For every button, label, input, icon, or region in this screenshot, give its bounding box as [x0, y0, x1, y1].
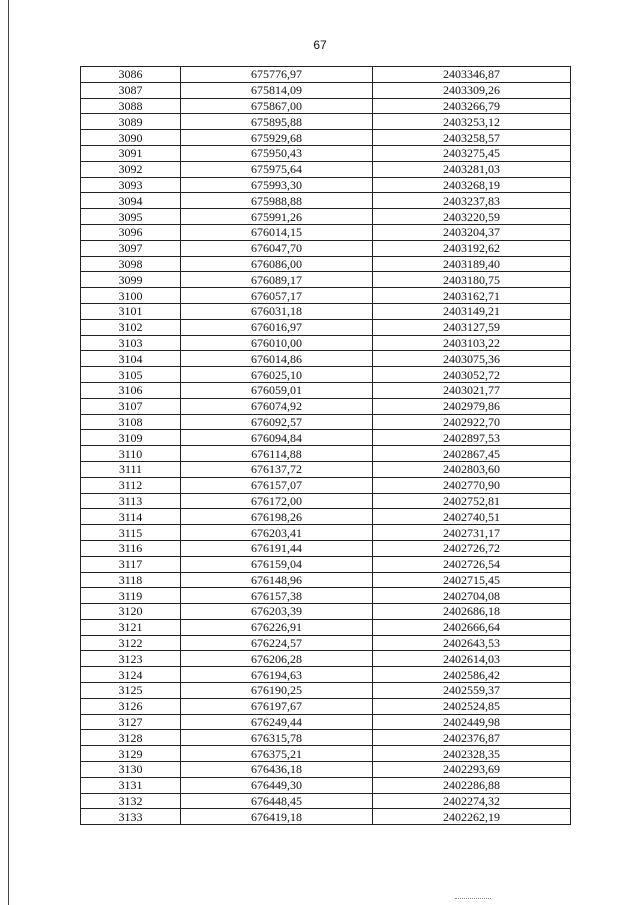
x-coordinate-cell: 676191,44 [181, 540, 373, 556]
x-coordinate-cell: 676148,96 [181, 572, 373, 588]
y-coordinate-cell: 2402922,70 [373, 414, 571, 430]
table-row [81, 114, 571, 130]
table-row [81, 604, 571, 620]
table-row [81, 635, 571, 651]
point-number-cell: 3122 [81, 635, 181, 651]
table-row [81, 683, 571, 699]
y-coordinate-cell: 2402752,81 [373, 493, 571, 509]
table-row [81, 382, 571, 398]
x-coordinate-cell: 675993,30 [181, 177, 373, 193]
table-row [81, 493, 571, 509]
table-row [81, 256, 571, 272]
y-coordinate-cell: 2403253,12 [373, 114, 571, 130]
x-coordinate-cell: 675776,97 [181, 67, 373, 83]
x-coordinate-cell: 676086,00 [181, 256, 373, 272]
y-coordinate-cell: 2402286,88 [373, 777, 571, 793]
table-row [81, 556, 571, 572]
x-coordinate-cell: 675950,43 [181, 145, 373, 161]
table-row [81, 67, 571, 83]
x-coordinate-cell: 675988,88 [181, 193, 373, 209]
x-coordinate-cell: 675895,88 [181, 114, 373, 130]
y-coordinate-cell: 2402979,86 [373, 398, 571, 414]
x-coordinate-cell: 676059,01 [181, 382, 373, 398]
y-coordinate-cell: 2403275,45 [373, 145, 571, 161]
table-row [81, 82, 571, 98]
point-number-cell: 3117 [81, 556, 181, 572]
x-coordinate-cell: 676203,39 [181, 604, 373, 620]
point-number-cell: 3100 [81, 288, 181, 304]
point-number-cell: 3103 [81, 335, 181, 351]
x-coordinate-cell: 675975,64 [181, 161, 373, 177]
table-row [81, 730, 571, 746]
y-coordinate-cell: 2403309,26 [373, 82, 571, 98]
table-row [81, 714, 571, 730]
point-number-cell: 3094 [81, 193, 181, 209]
table-row [81, 619, 571, 635]
table-row [81, 667, 571, 683]
table-row [81, 303, 571, 319]
table-row [81, 777, 571, 793]
table-row [81, 430, 571, 446]
point-number-cell: 3129 [81, 746, 181, 762]
table-row [81, 793, 571, 809]
point-number-cell: 3104 [81, 351, 181, 367]
table-row [81, 746, 571, 762]
y-coordinate-cell: 2403021,77 [373, 382, 571, 398]
x-coordinate-cell: 676014,86 [181, 351, 373, 367]
point-number-cell: 3120 [81, 604, 181, 620]
point-number-cell: 3092 [81, 161, 181, 177]
y-coordinate-cell: 2402770,90 [373, 477, 571, 493]
point-number-cell: 3113 [81, 493, 181, 509]
table-row [81, 588, 571, 604]
coordinates-table-body [81, 67, 571, 825]
x-coordinate-cell: 676159,04 [181, 556, 373, 572]
x-coordinate-cell: 676203,41 [181, 525, 373, 541]
x-coordinate-cell: 676190,25 [181, 683, 373, 699]
x-coordinate-cell: 676198,26 [181, 509, 373, 525]
table-row [81, 509, 571, 525]
x-coordinate-cell: 676074,92 [181, 398, 373, 414]
y-coordinate-cell: 2402726,72 [373, 540, 571, 556]
y-coordinate-cell: 2402559,37 [373, 683, 571, 699]
footer-mark [455, 898, 491, 900]
point-number-cell: 3099 [81, 272, 181, 288]
point-number-cell: 3107 [81, 398, 181, 414]
y-coordinate-cell: 2403180,75 [373, 272, 571, 288]
table-row [81, 762, 571, 778]
x-coordinate-cell: 676226,91 [181, 619, 373, 635]
table-row [81, 177, 571, 193]
table-row [81, 240, 571, 256]
table-row [81, 193, 571, 209]
point-number-cell: 3087 [81, 82, 181, 98]
point-number-cell: 3126 [81, 698, 181, 714]
table-row [81, 209, 571, 225]
table-row [81, 98, 571, 114]
x-coordinate-cell: 676014,15 [181, 224, 373, 240]
table-row [81, 319, 571, 335]
y-coordinate-cell: 2402731,17 [373, 525, 571, 541]
point-number-cell: 3124 [81, 667, 181, 683]
point-number-cell: 3098 [81, 256, 181, 272]
y-coordinate-cell: 2402586,42 [373, 667, 571, 683]
page-number: 67 [313, 38, 327, 52]
point-number-cell: 3131 [81, 777, 181, 793]
x-coordinate-cell: 676157,07 [181, 477, 373, 493]
table-row [81, 335, 571, 351]
x-coordinate-cell: 676114,88 [181, 446, 373, 462]
y-coordinate-cell: 2403052,72 [373, 367, 571, 383]
y-coordinate-cell: 2402449,98 [373, 714, 571, 730]
table-row [81, 572, 571, 588]
y-coordinate-cell: 2402715,45 [373, 572, 571, 588]
point-number-cell: 3123 [81, 651, 181, 667]
table-row [81, 809, 571, 825]
x-coordinate-cell: 676315,78 [181, 730, 373, 746]
point-number-cell: 3090 [81, 130, 181, 146]
y-coordinate-cell: 2403237,83 [373, 193, 571, 209]
table-row [81, 351, 571, 367]
point-number-cell: 3093 [81, 177, 181, 193]
y-coordinate-cell: 2403281,03 [373, 161, 571, 177]
table-row [81, 477, 571, 493]
x-coordinate-cell: 676157,38 [181, 588, 373, 604]
point-number-cell: 3118 [81, 572, 181, 588]
table-row [81, 272, 571, 288]
x-coordinate-cell: 676436,18 [181, 762, 373, 778]
point-number-cell: 3108 [81, 414, 181, 430]
y-coordinate-cell: 2402726,54 [373, 556, 571, 572]
point-number-cell: 3130 [81, 762, 181, 778]
y-coordinate-cell: 2403103,22 [373, 335, 571, 351]
x-coordinate-cell: 675814,09 [181, 82, 373, 98]
x-coordinate-cell: 676092,57 [181, 414, 373, 430]
point-number-cell: 3125 [81, 683, 181, 699]
y-coordinate-cell: 2402867,45 [373, 446, 571, 462]
table-row [81, 224, 571, 240]
table-row [81, 130, 571, 146]
point-number-cell: 3116 [81, 540, 181, 556]
point-number-cell: 3096 [81, 224, 181, 240]
x-coordinate-cell: 676197,67 [181, 698, 373, 714]
y-coordinate-cell: 2402897,53 [373, 430, 571, 446]
x-coordinate-cell: 676089,17 [181, 272, 373, 288]
x-coordinate-cell: 676448,45 [181, 793, 373, 809]
y-coordinate-cell: 2403346,87 [373, 67, 571, 83]
x-coordinate-cell: 676449,30 [181, 777, 373, 793]
x-coordinate-cell: 676025,10 [181, 367, 373, 383]
point-number-cell: 3115 [81, 525, 181, 541]
y-coordinate-cell: 2402524,85 [373, 698, 571, 714]
y-coordinate-cell: 2402293,69 [373, 762, 571, 778]
point-number-cell: 3086 [81, 67, 181, 83]
y-coordinate-cell: 2402803,60 [373, 461, 571, 477]
y-coordinate-cell: 2403149,21 [373, 303, 571, 319]
x-coordinate-cell: 676224,57 [181, 635, 373, 651]
y-coordinate-cell: 2403220,59 [373, 209, 571, 225]
y-coordinate-cell: 2403162,71 [373, 288, 571, 304]
y-coordinate-cell: 2402274,32 [373, 793, 571, 809]
x-coordinate-cell: 676172,00 [181, 493, 373, 509]
x-coordinate-cell: 676010,00 [181, 335, 373, 351]
x-coordinate-cell: 675929,68 [181, 130, 373, 146]
y-coordinate-cell: 2402328,35 [373, 746, 571, 762]
table-row [81, 414, 571, 430]
point-number-cell: 3127 [81, 714, 181, 730]
x-coordinate-cell: 676375,21 [181, 746, 373, 762]
point-number-cell: 3101 [81, 303, 181, 319]
table-row [81, 367, 571, 383]
point-number-cell: 3111 [81, 461, 181, 477]
table-row [81, 398, 571, 414]
point-number-cell: 3091 [81, 145, 181, 161]
point-number-cell: 3114 [81, 509, 181, 525]
table-row [81, 145, 571, 161]
point-number-cell: 3109 [81, 430, 181, 446]
point-number-cell: 3121 [81, 619, 181, 635]
y-coordinate-cell: 2403189,40 [373, 256, 571, 272]
table-row [81, 161, 571, 177]
table-row [81, 698, 571, 714]
coordinates-table [80, 66, 571, 825]
y-coordinate-cell: 2403258,57 [373, 130, 571, 146]
table-row [81, 461, 571, 477]
point-number-cell: 3097 [81, 240, 181, 256]
x-coordinate-cell: 675991,26 [181, 209, 373, 225]
x-coordinate-cell: 676031,18 [181, 303, 373, 319]
table-row [81, 540, 571, 556]
x-coordinate-cell: 676016,97 [181, 319, 373, 335]
y-coordinate-cell: 2402704,08 [373, 588, 571, 604]
y-coordinate-cell: 2402643,53 [373, 635, 571, 651]
x-coordinate-cell: 676419,18 [181, 809, 373, 825]
x-coordinate-cell: 676194,63 [181, 667, 373, 683]
x-coordinate-cell: 676206,28 [181, 651, 373, 667]
point-number-cell: 3119 [81, 588, 181, 604]
y-coordinate-cell: 2402262,19 [373, 809, 571, 825]
x-coordinate-cell: 676047,70 [181, 240, 373, 256]
x-coordinate-cell: 675867,00 [181, 98, 373, 114]
table-row [81, 288, 571, 304]
point-number-cell: 3088 [81, 98, 181, 114]
point-number-cell: 3132 [81, 793, 181, 809]
y-coordinate-cell: 2402686,18 [373, 604, 571, 620]
point-number-cell: 3095 [81, 209, 181, 225]
point-number-cell: 3105 [81, 367, 181, 383]
point-number-cell: 3102 [81, 319, 181, 335]
x-coordinate-cell: 676057,17 [181, 288, 373, 304]
table-row [81, 446, 571, 462]
x-coordinate-cell: 676094,84 [181, 430, 373, 446]
y-coordinate-cell: 2402614,03 [373, 651, 571, 667]
x-coordinate-cell: 676249,44 [181, 714, 373, 730]
page-edge-line [8, 0, 9, 905]
table-row [81, 525, 571, 541]
y-coordinate-cell: 2403127,59 [373, 319, 571, 335]
y-coordinate-cell: 2402740,51 [373, 509, 571, 525]
y-coordinate-cell: 2403075,36 [373, 351, 571, 367]
y-coordinate-cell: 2403204,37 [373, 224, 571, 240]
y-coordinate-cell: 2403268,19 [373, 177, 571, 193]
table-row [81, 651, 571, 667]
point-number-cell: 3128 [81, 730, 181, 746]
x-coordinate-cell: 676137,72 [181, 461, 373, 477]
point-number-cell: 3112 [81, 477, 181, 493]
y-coordinate-cell: 2402376,87 [373, 730, 571, 746]
y-coordinate-cell: 2403192,62 [373, 240, 571, 256]
point-number-cell: 3089 [81, 114, 181, 130]
point-number-cell: 3110 [81, 446, 181, 462]
point-number-cell: 3106 [81, 382, 181, 398]
y-coordinate-cell: 2402666,64 [373, 619, 571, 635]
point-number-cell: 3133 [81, 809, 181, 825]
y-coordinate-cell: 2403266,79 [373, 98, 571, 114]
